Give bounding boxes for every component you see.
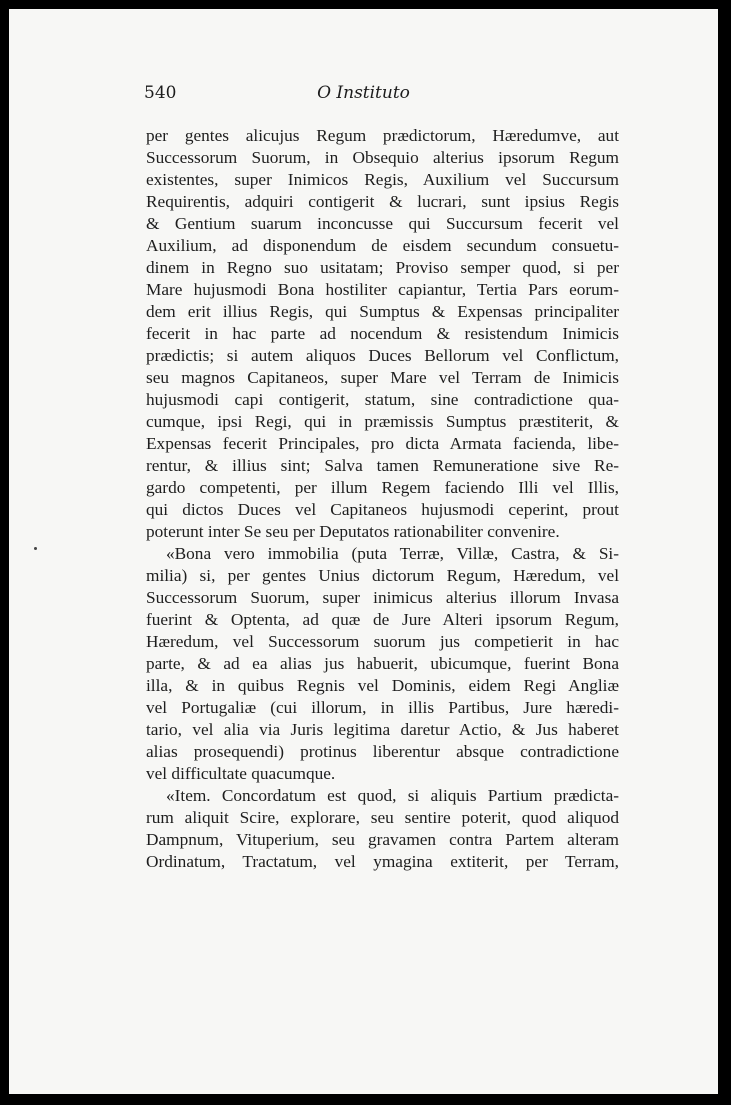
text-line: Expensas fecerit Principales, pro dicta Armata facienda, libe- — [146, 434, 619, 453]
text-line: rum aliquit Scire, explorare, seu sentire poterit, quod aliquod — [146, 808, 619, 827]
text-line: poterunt inter Se seu per Deputatos rationabiliter convenire. — [146, 522, 560, 541]
text-line: Ordinatum, Tractatum, vel ymagina extiterit, per Terram, — [146, 852, 619, 871]
text-line: cumque, ipsi Regi, qui in præmissis Sumptus præstiterit, & — [146, 412, 619, 431]
text-line: dinem in Regno suo usitatam; Proviso semper quod, si per — [146, 258, 619, 277]
body-text — [146, 125, 619, 873]
text-line: existentes, super Inimicos Regis, Auxilium vel Succursum — [146, 170, 619, 189]
text-line: hujusmodi capi contigerit, statum, sine contradictione qua- — [146, 390, 619, 409]
text-line: Successorum Suorum, in Obsequio alterius ipsorum Regum — [146, 148, 619, 167]
text-line: fecerit in hac parte ad nocendum & resistendum Inimicis — [146, 324, 619, 343]
text-line: prædictis; si autem aliquos Duces Bellorum vel Conflictum, — [146, 346, 619, 365]
text-line: Auxilium, ad disponendum de eisdem secundum consuetu- — [146, 236, 619, 255]
text-line: illa, & in quibus Regnis vel Dominis, eidem Regi Angliæ — [146, 676, 619, 695]
text-line: Dampnum, Vituperium, seu gravamen contra Partem alteram — [146, 830, 619, 849]
text-line: & Gentium suarum inconcusse qui Succursum fecerit vel — [146, 214, 619, 233]
page-header — [9, 83, 718, 107]
running-title: O Instituto — [317, 83, 410, 103]
text-line: milia) si, per gentes Unius dictorum Regum, Hæredum, vel — [146, 566, 619, 585]
text-line: parte, & ad ea alias jus habuerit, ubicumque, fuerint Bona — [146, 654, 619, 673]
text-line: dem erit illius Regis, qui Sumptus & Expensas principaliter — [146, 302, 619, 321]
text-line: Successorum Suorum, super inimicus alterius illorum Invasa — [146, 588, 619, 607]
text-line: vel difficultate quacumque. — [146, 764, 336, 783]
text-line: alias prosequendi) protinus liberentur absque contradictione — [146, 742, 619, 761]
text-line: qui dictos Duces vel Capitaneos hujusmodi ceperint, prout — [146, 500, 619, 519]
paragraph-first-line: «Bona vero immobilia (puta Terræ, Villæ, Castra, & Si- — [166, 544, 619, 563]
text-line: fuerint & Optenta, ad quæ de Jure Alteri ipsorum Regum, — [146, 610, 619, 629]
text-line: rentur, & illius sint; Salva tamen Remuneratione sive Re- — [146, 456, 619, 475]
text-line: Hæredum, vel Successorum suorum jus competierit in hac — [146, 632, 619, 651]
text-line: Mare hujusmodi Bona hostiliter capiantur, Tertia Pars eorum- — [146, 280, 619, 299]
text-line: vel Portugaliæ (cui illorum, in illis Partibus, Jure hæredi- — [146, 698, 619, 717]
text-line: gardo competenti, per illum Regem faciendo Illi vel Illis, — [146, 478, 619, 497]
text-line: seu magnos Capitaneos, super Mare vel Terram de Inimicis — [146, 368, 619, 387]
text-line: tario, vel alia via Juris legitima daretur Actio, & Jus haberet — [146, 720, 619, 739]
book-page — [9, 9, 718, 1094]
page-number: 540 — [144, 83, 177, 103]
text-line: Requirentis, adquiri contigerit & lucrari, sunt ipsius Regis — [146, 192, 619, 211]
paragraph-first-line: «Item. Concordatum est quod, si aliquis Partium prædicta- — [166, 786, 619, 805]
ink-speck — [34, 547, 37, 550]
text-line: per gentes alicujus Regum prædictorum, Hæredumve, aut — [146, 126, 619, 145]
